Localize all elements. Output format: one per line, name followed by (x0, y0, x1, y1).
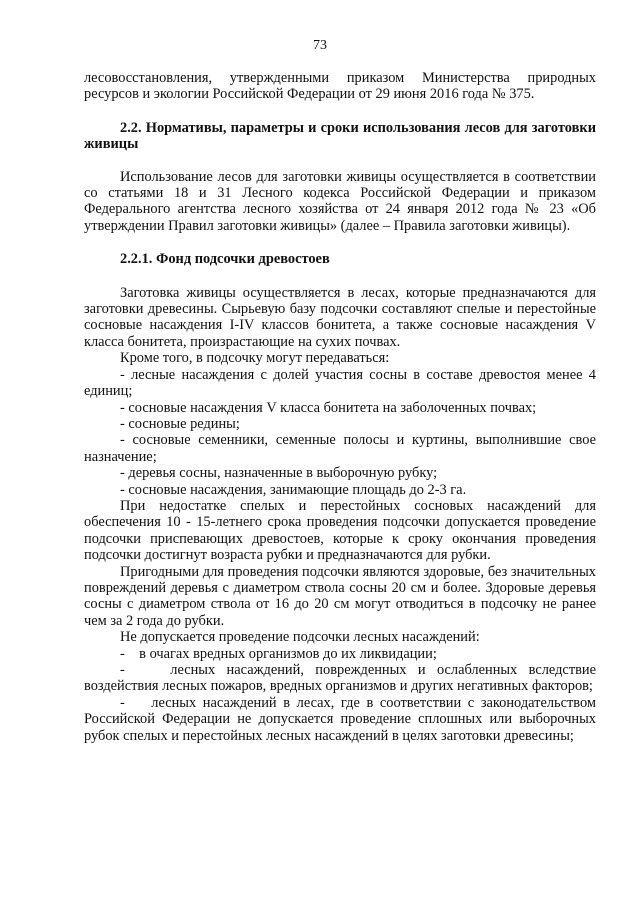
paragraph-raw-base: Заготовка живицы осуществляется в лесах, которые предназначаются для заготовки древесины. Сырьевую базу подсочки составляют спелые и перестойные сосновые насаждения I-IV классов бонитета, а также сосновые насаждения V класса бонитета, произрастающие на сухих почвах. (84, 284, 596, 350)
page-number: 73 (313, 38, 327, 53)
list-item: - в очагах вредных организмов до их ликвидации; (120, 645, 437, 662)
paragraph-prohibited-intro: Не допускается проведение подсочки лесных насаждений: (120, 629, 480, 646)
page-body (84, 70, 596, 744)
list-item: - сосновые насаждения, занимающие площадь до 2-3 га. (120, 481, 467, 498)
list-item: - сосновые насаждения V класса бонитета на заболоченных почвах; (120, 399, 537, 416)
list-item: - лесные насаждения с долей участия сосны в составе древостоя менее 4 единиц; (84, 366, 596, 400)
list-item: - лесных насаждений в лесах, где в соответствии с законодательством Российской Федерации не допускается проведение сплошных или выборочных рубок спелых и перестойных лесных насаждений в целях заготовки древесины; (84, 694, 596, 744)
paragraph-list-intro: Кроме того, в подсочку могут передаваться: (120, 350, 390, 367)
list-item: - лесных насаждений, поврежденных и ослабленных вследствие воздействия лесных пожаров, вредных организмов и других негативных факторов; (84, 662, 596, 695)
paragraph-continuation: лесовосстановления, утвержденными приказом Министерства природных ресурсов и экологии Российской Федерации от 29 июня 2016 года № 375. (84, 70, 596, 103)
section-heading-2-2-1: 2.2.1. Фонд подсочки древостоев (120, 251, 330, 268)
section-heading-2-2: 2.2. Нормативы, параметры и сроки использования лесов для заготовки живицы (84, 119, 596, 153)
list-item: - сосновые семенники, семенные полосы и куртины, выполнившие свое назначение; (84, 432, 596, 465)
list-item: - сосновые редины; (120, 415, 240, 432)
list-item: - деревья сосны, назначенные в выборочную рубку; (120, 465, 438, 482)
paragraph-shortage: При недостатке спелых и перестойных сосновых насаждений для обеспечения 10 - 15-летнего срока проведения подсочки допускается проведение подсочки приспевающих древостоев, которые к сроку окончания проведения подсочки достигнут возраста рубки и предназначаются для рубки. (84, 497, 596, 564)
paragraph-suitable-trees: Пригодными для проведения подсочки являются здоровые, без значительных повреждений деревья с диаметром ствола сосны 20 см и более. Здоровые деревья сосны с диаметром ствола от 16 до 20 см могут отводиться в подсочку не ранее чем за 2 года до рубки. (84, 563, 596, 629)
paragraph-intro: Использование лесов для заготовки живицы осуществляется в соответствии со статьями 18 и 31 Лесного кодекса Российской Федерации и приказом Федерального агентства лесного хозяйства от 24 января 2012 года № 23 «Об утверждении Правил заготовки живицы» (далее – Правила заготовки живицы). (84, 168, 596, 234)
